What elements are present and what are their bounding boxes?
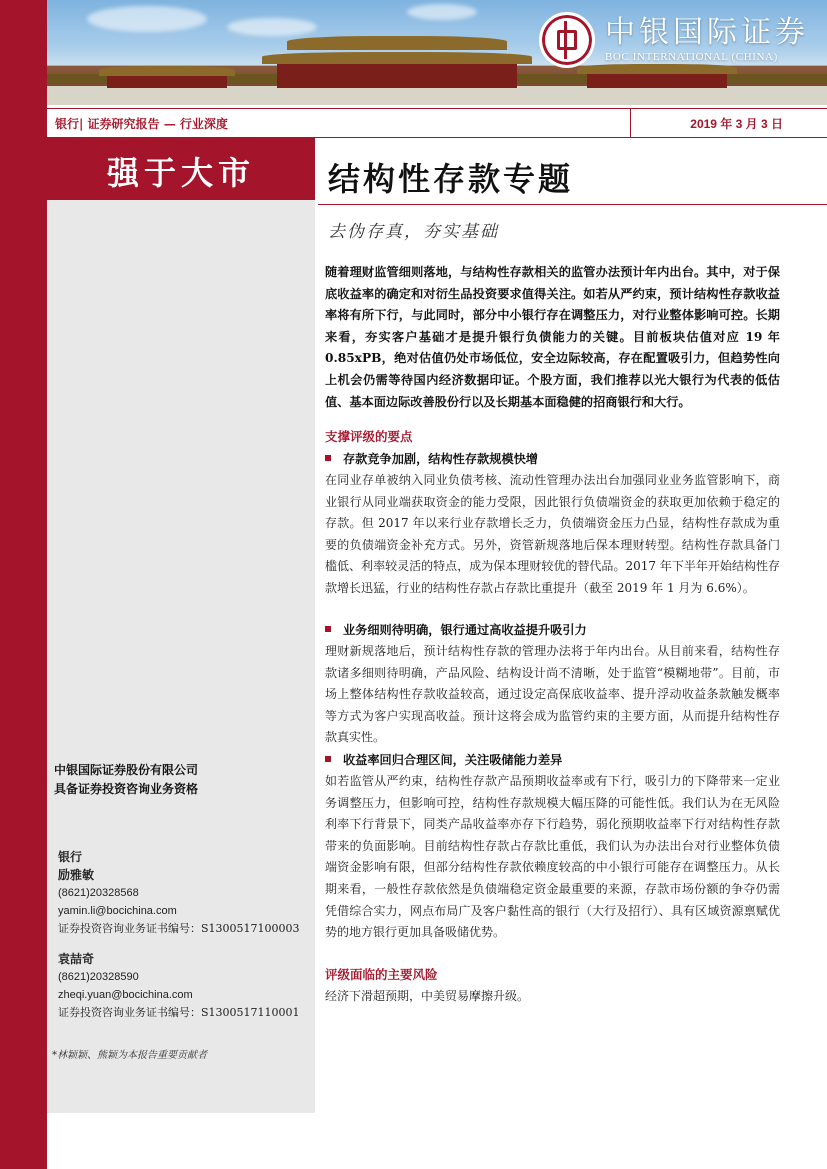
analyst-name: 袁喆奇 — [58, 952, 95, 966]
analyst-list — [58, 848, 300, 1022]
brand-name-en: BOC INTERNATIONAL (CHINA) — [605, 51, 778, 63]
bullet-square-icon — [325, 756, 331, 762]
header-banner — [47, 0, 827, 105]
analyst-phone: (8621)20328568 — [58, 887, 139, 899]
firm-qualification: 具备证券投资咨询业务资格 — [54, 782, 199, 796]
title-divider — [318, 204, 827, 205]
strip-divider — [630, 109, 631, 137]
analyst-email[interactable]: yamin.li@bocichina.com — [58, 905, 177, 917]
boc-logo-icon — [539, 12, 595, 68]
left-accent-bar — [0, 0, 47, 1169]
report-subtitle: 去伪存真，夯实基础 — [328, 222, 499, 242]
firm-name: 中银国际证券股份有限公司 — [54, 763, 199, 777]
analyst-email[interactable]: zheqi.yuan@bocichina.com — [58, 989, 193, 1001]
bullet-square-icon — [325, 626, 331, 632]
firm-info — [54, 761, 198, 799]
analyst-sector: 银行 — [58, 850, 83, 864]
point-heading: 业务细则待明确，银行通过高收益提升吸引力 — [325, 621, 587, 638]
support-heading: 支撑评级的要点 — [325, 429, 413, 444]
report-category: 银行| 证券研究报告 — 行业深度 — [55, 117, 228, 131]
brand-logo — [539, 12, 809, 68]
report-date: 2019 年 3 月 3 日 — [690, 117, 783, 131]
rating-label: 强于大市 — [106, 154, 255, 192]
analyst-cert: 证券投资咨询业务证书编号：S1300517100003 — [58, 922, 300, 935]
point-paragraph: 在同业存单被纳入同业负债考核、流动性管理办法出台加强同业业务监管影响下，商业银行从同业端获取资金的能力受限，因此银行负债端资金的获取更加依赖于稳定的存款。但 2017 年以来行业存款增长乏力，负债端资金压力凸显，结构性存款成为重要的负债端资金补充方式。另外，资管新规落地后保本理财转型。结构性存款具备门槛低、利率较灵活的特点，成为保本理财较优的替代品。2017 年下半年开始结构性存款增长迅猛，行业的结构性存款占存款比重提升（截至 2019 年 1 月为 6.6%）。 — [325, 473, 780, 595]
point-heading: 存款竞争加剧，结构性存款规模快增 — [325, 450, 538, 467]
point-heading: 收益率回归合理区间，关注吸储能力差异 — [325, 751, 562, 768]
point-paragraph: 理财新规落地后，预计结构性存款的管理办法将于年内出台。从目前来看，结构性存款诸多细则待明确，产品风险、结构设计尚不清晰，处于监管“模糊地带”。目前，市场上整体结构性存款收益较高，通过设定高保底收益率、提升浮动收益条款触发概率等方式为客户实现高收益。预计这将会成为监管约束的主要方面，从而提升结构性存款真实性。 — [325, 644, 780, 745]
analyst-phone: (8621)20328590 — [58, 971, 139, 983]
rating-box — [47, 138, 315, 200]
brand-name-cn: 中银国际证券 — [605, 15, 809, 50]
bullet-square-icon — [325, 455, 331, 461]
risk-paragraph: 经济下滑超预期，中美贸易摩擦升级。 — [325, 989, 530, 1003]
summary-paragraph: 随着理财监管细则落地，与结构性存款相关的监管办法预计年内出台。其中，对于保底收益率的确定和对衍生品投资要求值得关注。如若从严约束，预计结构性存款收益率将有所下行，与此同时，部分中小银行存在调整压力，对行业整体影响可控。长期来看，夯实客户基础才是提升银行负债能力的关键。目前板块估值对应 19 年 0.85xPB，绝对估值仍处市场低位，安全边际较高，存在配置吸引力，但趋势性向上机会仍需等待国内经济数据印证。个股方面，我们推荐以光大银行为代表的低估值、基本面边际改善股份行以及长期基本面稳健的招商银行和大行。 — [325, 265, 780, 409]
report-title: 结构性存款专题 — [328, 160, 574, 198]
report-info-strip — [47, 108, 827, 138]
analyst-name: 励雅敏 — [58, 868, 95, 882]
contributors-note: *林颖颖、熊颖为本报告重要贡献者 — [52, 1050, 207, 1061]
risk-heading: 评级面临的主要风险 — [325, 967, 438, 982]
analyst-cert: 证券投资咨询业务证书编号：S1300517110001 — [58, 1006, 300, 1019]
point-paragraph: 如若监管从严约束，结构性存款产品预期收益率或有下行，吸引力的下降带来一定业务调整压力，但影响可控，结构性存款规模大幅压降的可能性低。我们认为在无风险利率下行背景下，同类产品收益率亦存下行趋势，弱化预期收益率下行对结构性存款带来的负面影响。目前结构性存款占存款比重低，我们认为办法出台对行业整体负债端资金影响有限，但部分结构性存款依赖度较高的中小银行可能存在调整压力。从长期来看，一般性存款依然是负债端稳定资金最重要的来源，存款市场份额的争夺仍需凭借综合实力，网点布局广及客户黏性高的银行（大行及招行）、具有区域资源禀赋优势的地方银行更加具备吸储优势。 — [325, 774, 780, 940]
